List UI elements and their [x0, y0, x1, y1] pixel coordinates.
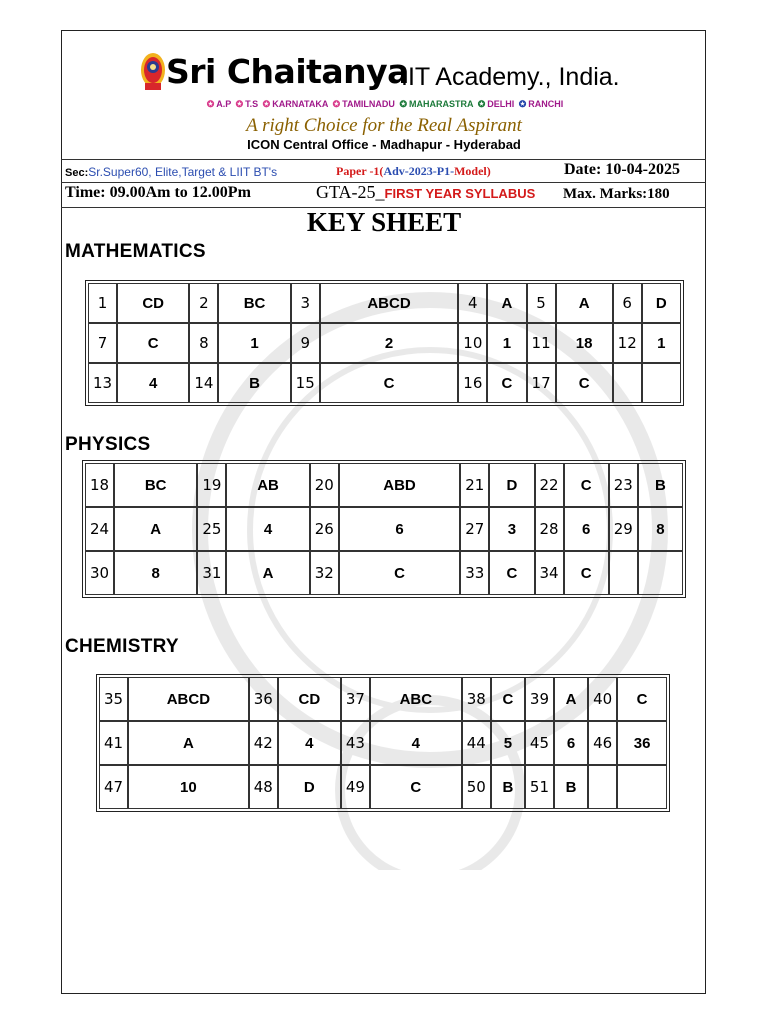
answer-key: C: [320, 363, 459, 403]
question-number: 50: [462, 765, 491, 809]
state-ap: A.P: [216, 99, 232, 109]
question-number: 49: [341, 765, 370, 809]
question-number: 9: [291, 323, 320, 363]
answer-key: CD: [117, 283, 189, 323]
answer-key: C: [339, 551, 461, 595]
office-address: ICON Central Office - Madhapur - Hyderabad: [247, 137, 521, 152]
question-number: 47: [99, 765, 128, 809]
paper-info: [336, 164, 491, 179]
answer-key: 1: [642, 323, 681, 363]
question-number: 43: [341, 721, 370, 765]
state-maharastra: MAHARASTRA: [409, 99, 474, 109]
question-number: 23: [609, 463, 638, 507]
table-row: [88, 283, 681, 323]
answer-key: A: [226, 551, 309, 595]
paper-model: Adv-2023-P1-: [383, 164, 455, 178]
answer-key: A: [487, 283, 526, 323]
state-list: ✪ A.P ✪ T.S ✪ KARNATAKA ✪ TAMILNADU ✪ MAHARASTRA ✪ DELHI ✪ RANCHI: [206, 99, 564, 109]
question-number: 5: [527, 283, 556, 323]
question-number: 19: [197, 463, 226, 507]
question-number: 29: [609, 507, 638, 551]
question-number: 48: [249, 765, 278, 809]
answer-key: C: [489, 551, 534, 595]
state-ts: T.S: [245, 99, 259, 109]
answer-key: B: [491, 765, 525, 809]
question-number: 14: [189, 363, 218, 403]
syllabus: FIRST YEAR SYLLABUS: [384, 186, 536, 201]
question-number: [613, 363, 642, 403]
paper-prefix: Paper -1(: [336, 164, 384, 178]
question-number: 37: [341, 677, 370, 721]
question-number: 17: [527, 363, 556, 403]
subject-heading-physics: PHYSICS: [65, 434, 151, 455]
question-number: 44: [462, 721, 491, 765]
sec-value: Sr.Super60, Elite,Target & LIIT BT's: [88, 165, 278, 179]
answer-key: 4: [370, 721, 462, 765]
table-row: [99, 677, 667, 721]
question-number: 3: [291, 283, 320, 323]
answer-key: 3: [489, 507, 534, 551]
question-number: 6: [613, 283, 642, 323]
question-number: 1: [88, 283, 117, 323]
question-number: 35: [99, 677, 128, 721]
question-number: 42: [249, 721, 278, 765]
question-number: 11: [527, 323, 556, 363]
answer-key: C: [117, 323, 189, 363]
table-row: [99, 721, 667, 765]
question-number: 15: [291, 363, 320, 403]
answer-key: ABC: [370, 677, 462, 721]
answer-key: BC: [114, 463, 197, 507]
answer-key: [617, 765, 667, 809]
answer-key: A: [556, 283, 613, 323]
answer-key: 1: [218, 323, 290, 363]
answer-key: 8: [114, 551, 197, 595]
question-number: 31: [197, 551, 226, 595]
table-row: [85, 507, 683, 551]
gta-code: GTA-25_: [316, 182, 385, 202]
question-number: 16: [458, 363, 487, 403]
answer-key: D: [278, 765, 341, 809]
answer-key: C: [370, 765, 462, 809]
question-number: 4: [458, 283, 487, 323]
answer-table-mathematics: [85, 280, 684, 406]
divider: [61, 159, 706, 160]
state-karnataka: KARNATAKA: [272, 99, 329, 109]
question-number: 18: [85, 463, 114, 507]
question-number: 10: [458, 323, 487, 363]
answer-table-physics: [82, 460, 686, 598]
answer-key: B: [638, 463, 683, 507]
answer-key: [642, 363, 681, 403]
question-number: 32: [310, 551, 339, 595]
answer-key: B: [554, 765, 588, 809]
answer-key: C: [564, 551, 609, 595]
state-ranchi: RANCHI: [528, 99, 564, 109]
answer-key: ABD: [339, 463, 461, 507]
answer-key: D: [642, 283, 681, 323]
answer-key: A: [114, 507, 197, 551]
question-number: 34: [535, 551, 564, 595]
answer-key: 18: [556, 323, 613, 363]
answer-key: A: [128, 721, 249, 765]
tagline: A right Choice for the Real Aspirant: [246, 115, 522, 136]
question-number: 24: [85, 507, 114, 551]
answer-table-chemistry: [96, 674, 670, 812]
answer-key: 5: [491, 721, 525, 765]
question-number: 12: [613, 323, 642, 363]
state-tamilnadu: TAMILNADU: [342, 99, 395, 109]
question-number: 8: [189, 323, 218, 363]
exam-date: Date: 10-04-2025: [564, 161, 680, 178]
question-number: 38: [462, 677, 491, 721]
question-number: 39: [525, 677, 554, 721]
answer-key: C: [564, 463, 609, 507]
question-number: 33: [460, 551, 489, 595]
brand-suffix: IIT Academy., India.: [401, 63, 620, 91]
subject-heading-chemistry: CHEMISTRY: [65, 636, 179, 657]
table-row: [88, 323, 681, 363]
question-number: 13: [88, 363, 117, 403]
answer-key: [638, 551, 683, 595]
question-number: 30: [85, 551, 114, 595]
answer-key: 4: [226, 507, 309, 551]
answer-key: ABCD: [128, 677, 249, 721]
max-marks: Max. Marks:180: [563, 186, 670, 202]
question-number: 41: [99, 721, 128, 765]
answer-key: B: [218, 363, 290, 403]
answer-key: 1: [487, 323, 526, 363]
question-number: 21: [460, 463, 489, 507]
answer-key: BC: [218, 283, 290, 323]
page-title: KEY SHEET: [306, 207, 462, 237]
question-number: 25: [197, 507, 226, 551]
question-number: 51: [525, 765, 554, 809]
gta-info: [316, 182, 535, 203]
question-number: 28: [535, 507, 564, 551]
answer-key: 6: [554, 721, 588, 765]
question-number: 20: [310, 463, 339, 507]
question-number: [588, 765, 617, 809]
question-number: 45: [525, 721, 554, 765]
sri-chaitanya-logo: [139, 50, 167, 94]
answer-key: 4: [278, 721, 341, 765]
answer-key: D: [489, 463, 534, 507]
table-row: [88, 363, 681, 403]
answer-key: 6: [564, 507, 609, 551]
answer-key: 6: [339, 507, 461, 551]
question-number: 26: [310, 507, 339, 551]
state-delhi: DELHI: [487, 99, 515, 109]
question-number: 46: [588, 721, 617, 765]
table-row: [85, 551, 683, 595]
answer-key: C: [556, 363, 613, 403]
answer-key: C: [487, 363, 526, 403]
brand-name: Sri Chaitanya: [166, 52, 409, 91]
answer-key: ABCD: [320, 283, 459, 323]
answer-key: 4: [117, 363, 189, 403]
question-number: 27: [460, 507, 489, 551]
answer-key: C: [491, 677, 525, 721]
answer-key: 8: [638, 507, 683, 551]
answer-key: A: [554, 677, 588, 721]
paper-suffix: Model): [454, 164, 491, 178]
answer-key: 36: [617, 721, 667, 765]
sec-label: Sec:: [65, 167, 89, 179]
question-number: 2: [189, 283, 218, 323]
question-number: 36: [249, 677, 278, 721]
question-number: 22: [535, 463, 564, 507]
answer-key: AB: [226, 463, 309, 507]
answer-key: CD: [278, 677, 341, 721]
table-row: [99, 765, 667, 809]
answer-key: 10: [128, 765, 249, 809]
question-number: [609, 551, 638, 595]
answer-key: 2: [320, 323, 459, 363]
answer-key: C: [617, 677, 667, 721]
exam-time: Time: 09.00Am to 12.00Pm: [65, 184, 251, 201]
question-number: 7: [88, 323, 117, 363]
question-number: 40: [588, 677, 617, 721]
section-info: [65, 165, 277, 179]
table-row: [85, 463, 683, 507]
subject-heading-mathematics: MATHEMATICS: [65, 241, 206, 262]
